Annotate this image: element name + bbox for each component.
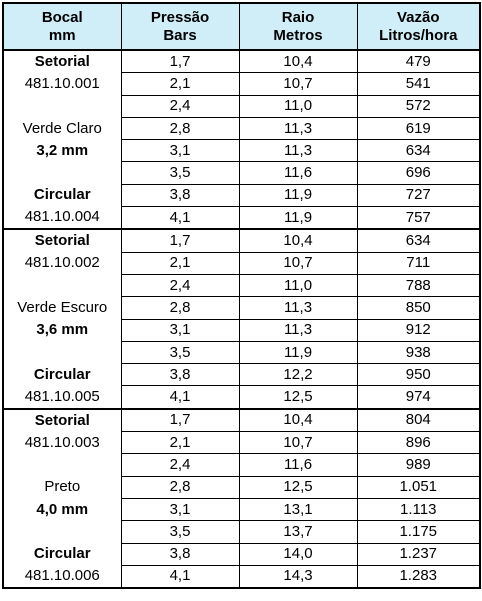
vazao-cell: 572 — [357, 95, 480, 117]
raio-cell: 12,5 — [239, 476, 357, 498]
bocal-cell: Preto — [3, 476, 121, 498]
raio-cell: 10,4 — [239, 409, 357, 432]
bocal-cell: Circular — [3, 184, 121, 206]
header-bocal-line1: Bocal — [41, 8, 83, 26]
bocal-cell: 481.10.006 — [3, 565, 121, 588]
raio-cell: 14,0 — [239, 543, 357, 565]
table-row — [3, 229, 480, 252]
bocal-cell — [3, 95, 121, 117]
bocal-cell: 481.10.001 — [3, 73, 121, 95]
vazao-cell: 479 — [357, 50, 480, 73]
table-row — [3, 50, 480, 73]
raio-cell: 11,6 — [239, 162, 357, 184]
pressao-cell: 2,1 — [121, 432, 239, 454]
table-row — [3, 543, 480, 565]
vazao-cell: 1.051 — [357, 476, 480, 498]
header-bocal-line2: mm — [48, 26, 76, 44]
table-row — [3, 252, 480, 274]
nozzle-table — [2, 2, 481, 589]
raio-cell: 11,3 — [239, 140, 357, 162]
raio-cell: 10,7 — [239, 432, 357, 454]
bocal-cell: 3,2 mm — [3, 140, 121, 162]
pressao-cell: 3,1 — [121, 140, 239, 162]
pressao-cell: 3,5 — [121, 521, 239, 543]
table-row — [3, 117, 480, 139]
bocal-cell: Circular — [3, 543, 121, 565]
vazao-cell: 696 — [357, 162, 480, 184]
raio-cell: 11,3 — [239, 117, 357, 139]
header-raio-line2: Metros — [273, 26, 323, 44]
header-bocal — [3, 3, 121, 50]
vazao-cell: 1.113 — [357, 498, 480, 520]
header-raio — [239, 3, 357, 50]
bocal-cell: Verde Claro — [3, 117, 121, 139]
vazao-cell: 850 — [357, 297, 480, 319]
pressao-cell: 3,8 — [121, 543, 239, 565]
pressao-cell: 3,8 — [121, 184, 239, 206]
pressao-cell: 3,1 — [121, 319, 239, 341]
vazao-cell: 619 — [357, 117, 480, 139]
vazao-cell: 1.237 — [357, 543, 480, 565]
pressao-cell: 2,4 — [121, 274, 239, 296]
pressao-cell: 3,5 — [121, 162, 239, 184]
vazao-cell: 711 — [357, 252, 480, 274]
raio-cell: 11,0 — [239, 95, 357, 117]
vazao-cell: 804 — [357, 409, 480, 432]
table-row — [3, 386, 480, 409]
raio-cell: 11,0 — [239, 274, 357, 296]
table-row — [3, 454, 480, 476]
bocal-cell — [3, 162, 121, 184]
pressao-cell: 1,7 — [121, 409, 239, 432]
pressao-cell: 2,4 — [121, 454, 239, 476]
vazao-cell: 757 — [357, 207, 480, 230]
bocal-cell — [3, 521, 121, 543]
table-row — [3, 95, 480, 117]
vazao-cell: 788 — [357, 274, 480, 296]
raio-cell: 13,1 — [239, 498, 357, 520]
bocal-cell — [3, 341, 121, 363]
table-row — [3, 73, 480, 95]
pressao-cell: 2,4 — [121, 95, 239, 117]
table-row — [3, 432, 480, 454]
vazao-cell: 634 — [357, 140, 480, 162]
raio-cell: 11,9 — [239, 184, 357, 206]
table-row — [3, 274, 480, 296]
raio-cell: 10,4 — [239, 50, 357, 73]
bocal-cell: Circular — [3, 364, 121, 386]
table-body — [3, 50, 480, 588]
pressao-cell: 2,8 — [121, 297, 239, 319]
raio-cell: 11,3 — [239, 297, 357, 319]
table-row — [3, 476, 480, 498]
pressao-cell: 3,1 — [121, 498, 239, 520]
header-row — [3, 3, 480, 50]
vazao-cell: 938 — [357, 341, 480, 363]
pressao-cell: 2,1 — [121, 252, 239, 274]
header-pressao — [121, 3, 239, 50]
bocal-cell — [3, 454, 121, 476]
pressao-cell: 4,1 — [121, 386, 239, 409]
bocal-cell: 481.10.004 — [3, 207, 121, 230]
raio-cell: 11,6 — [239, 454, 357, 476]
raio-cell: 11,9 — [239, 341, 357, 363]
table-row — [3, 319, 480, 341]
vazao-cell: 912 — [357, 319, 480, 341]
vazao-cell: 541 — [357, 73, 480, 95]
raio-cell: 10,7 — [239, 252, 357, 274]
table-row — [3, 140, 480, 162]
bocal-cell — [3, 274, 121, 296]
table-row — [3, 364, 480, 386]
pressao-cell: 1,7 — [121, 50, 239, 73]
bocal-cell: Setorial — [3, 409, 121, 432]
vazao-cell: 727 — [357, 184, 480, 206]
table-row — [3, 184, 480, 206]
table-row — [3, 341, 480, 363]
table-row — [3, 162, 480, 184]
vazao-cell: 950 — [357, 364, 480, 386]
vazao-cell: 989 — [357, 454, 480, 476]
pressao-cell: 4,1 — [121, 565, 239, 588]
bocal-cell: Verde Escuro — [3, 297, 121, 319]
table-row — [3, 521, 480, 543]
bocal-cell: 3,6 mm — [3, 319, 121, 341]
bocal-cell: 481.10.003 — [3, 432, 121, 454]
header-vazao — [357, 3, 480, 50]
bocal-cell: 4,0 mm — [3, 498, 121, 520]
table-row — [3, 498, 480, 520]
header-vazao-line1: Vazão — [396, 8, 440, 26]
vazao-cell: 974 — [357, 386, 480, 409]
pressao-cell: 2,8 — [121, 117, 239, 139]
pressao-cell: 4,1 — [121, 207, 239, 230]
bocal-cell: Setorial — [3, 229, 121, 252]
raio-cell: 12,2 — [239, 364, 357, 386]
pressao-cell: 3,5 — [121, 341, 239, 363]
vazao-cell: 1.283 — [357, 565, 480, 588]
header-raio-line1: Raio — [281, 8, 315, 26]
raio-cell: 14,3 — [239, 565, 357, 588]
table-row — [3, 565, 480, 588]
vazao-cell: 896 — [357, 432, 480, 454]
raio-cell: 10,7 — [239, 73, 357, 95]
header-pressao-line2: Bars — [163, 26, 197, 44]
bocal-cell: 481.10.002 — [3, 252, 121, 274]
header-pressao-line1: Pressão — [150, 8, 210, 26]
table-row — [3, 207, 480, 230]
header-vazao-line2: Litros/hora — [379, 26, 458, 44]
pressao-cell: 2,1 — [121, 73, 239, 95]
raio-cell: 12,5 — [239, 386, 357, 409]
vazao-cell: 634 — [357, 229, 480, 252]
pressao-cell: 1,7 — [121, 229, 239, 252]
raio-cell: 11,3 — [239, 319, 357, 341]
raio-cell: 10,4 — [239, 229, 357, 252]
raio-cell: 13,7 — [239, 521, 357, 543]
table-row — [3, 409, 480, 432]
pressao-cell: 2,8 — [121, 476, 239, 498]
table-row — [3, 297, 480, 319]
pressao-cell: 3,8 — [121, 364, 239, 386]
bocal-cell: Setorial — [3, 50, 121, 73]
bocal-cell: 481.10.005 — [3, 386, 121, 409]
vazao-cell: 1.175 — [357, 521, 480, 543]
raio-cell: 11,9 — [239, 207, 357, 230]
